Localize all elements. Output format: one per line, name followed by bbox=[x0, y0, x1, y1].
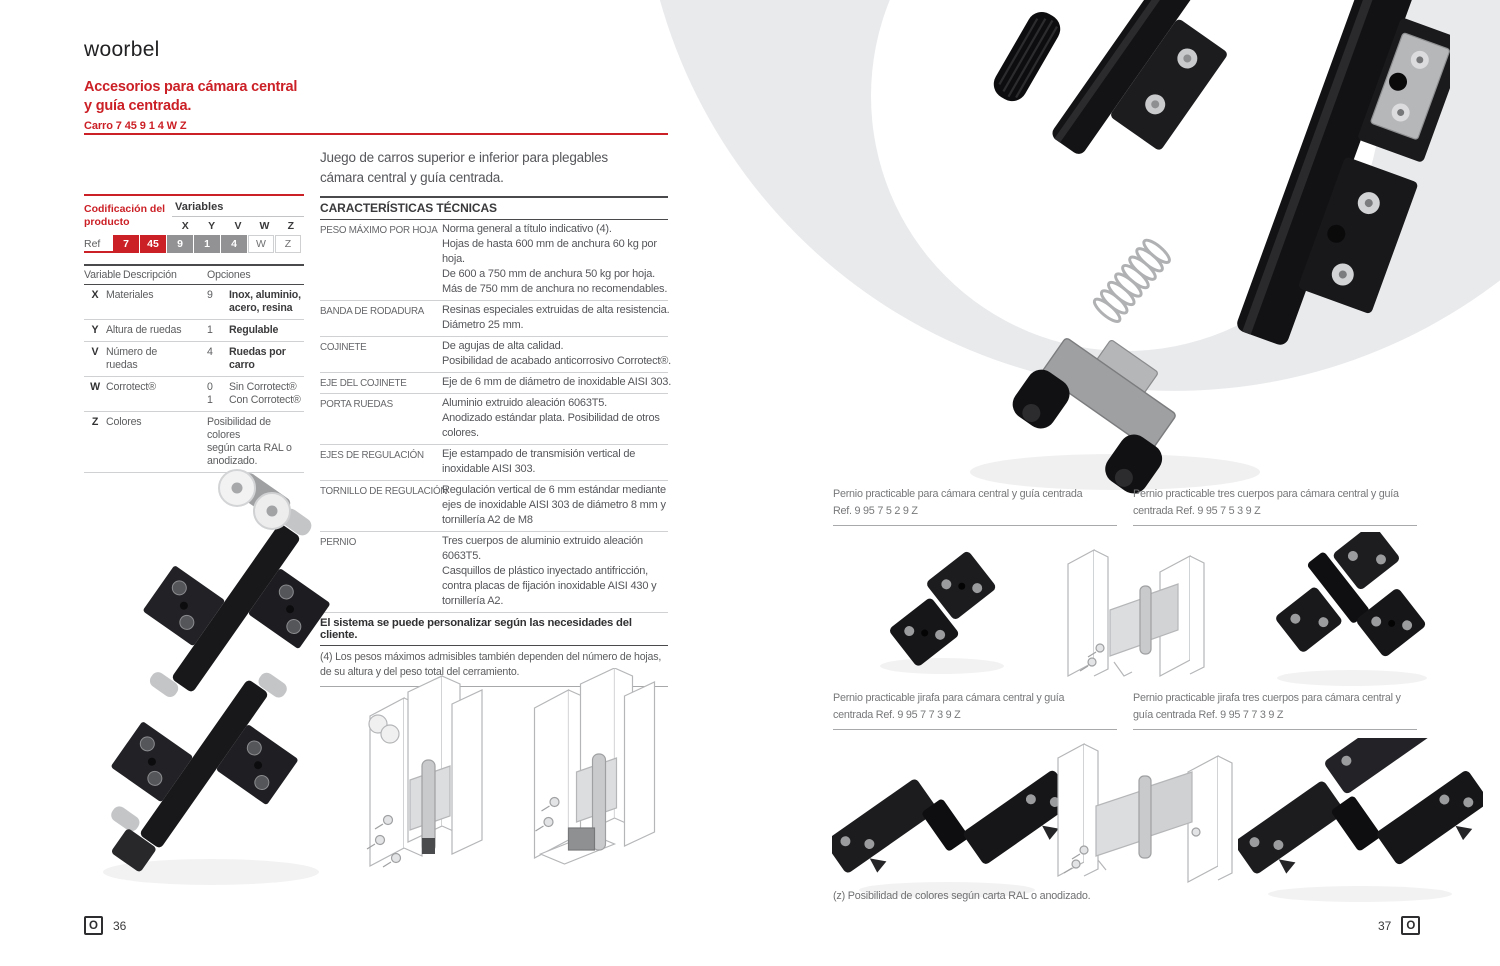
code-cell: 4 bbox=[221, 235, 247, 253]
technical-characteristics-table bbox=[320, 196, 672, 687]
hinge-jirafa-three-body-photo bbox=[1238, 738, 1483, 906]
page-number-left: 36 bbox=[113, 918, 127, 933]
caption-pernio-jirafa-tres-cuerpos: Pernio practicable jirafa tres cuerpos para cámara central y guía centrada Ref. 9 95 7 7 3 9 Z bbox=[1133, 690, 1417, 730]
page-number-right: 37 bbox=[1378, 918, 1392, 933]
hinge-jirafa-photo bbox=[832, 740, 1067, 902]
code-cell: 7 bbox=[113, 235, 139, 253]
variables-headers: X Y V W Z bbox=[181, 220, 295, 232]
code-cell: W bbox=[248, 235, 274, 253]
footnote: (4) Los pesos máximos admisibles también dependen del número de hojas, de su altura y del peso total del cerramiento. bbox=[320, 646, 668, 687]
caption-pernio-tres-cuerpos: Pernio practicable tres cuerpos para cámara central y guía centrada Ref. 9 95 7 5 3 9 Z bbox=[1133, 486, 1417, 526]
table-row: EJES DE REGULACIÓN Eje estampado de transmisión vertical de inoxidable AISI 303. bbox=[320, 445, 668, 481]
table-row: V Número de ruedas 4 Ruedas por carro bbox=[84, 342, 304, 377]
page-title-line2: y guía centrada. bbox=[84, 98, 192, 114]
code-cell: Z bbox=[275, 235, 301, 253]
code-table-title: Codificación del producto bbox=[84, 203, 166, 228]
table-row: BANDA DE RODADURA Resinas especiales extruidas de alta resistencia. Diámetro 25 mm. bbox=[320, 301, 668, 337]
variables-table bbox=[84, 264, 304, 473]
hinge-left-photo bbox=[1049, 0, 1280, 193]
product-code-table bbox=[84, 194, 304, 253]
table-row: Z Colores Posibilidad de colores según carta RAL o anodizado. bbox=[84, 412, 304, 473]
ref-label: Ref bbox=[84, 235, 113, 253]
spring bbox=[1091, 237, 1172, 325]
intro-text: Juego de carros superior e inferior para plegables cámara central y guía centrada. bbox=[320, 150, 608, 185]
o-logo: O bbox=[84, 916, 103, 935]
section-title: CARACTERÍSTICAS TÉCNICAS bbox=[320, 196, 668, 220]
table-row: X Materiales 9 Inox, aluminio, acero, resina bbox=[84, 285, 304, 320]
table-row: PESO MÁXIMO POR HOJA Norma general a título indicativo (4). Hojas de hasta 600 mm de anchura 60 kg por hoja. De 600 a 750 mm de anchura 50 kg por hoja. Más de 750 mm de anchura no recomendables. bbox=[320, 220, 668, 301]
code-cell: 1 bbox=[194, 235, 220, 253]
variables-table-header: Variable Descripción Opciones bbox=[84, 264, 304, 285]
rollers bbox=[219, 470, 293, 529]
table-row: PORTA RUEDAS Aluminio extruido aleación 6063T5. Anodizado estándar plata. Posibilidad de otros colores. bbox=[320, 394, 668, 445]
carriage-upper bbox=[110, 472, 344, 743]
hinge-right-photo bbox=[1235, 0, 1450, 371]
page-title bbox=[84, 78, 297, 116]
page-title-line1: Accesorios para cámara central bbox=[84, 79, 298, 95]
table-row: W Corrotect® 0 1 Sin Corrotect® Con Corrotect® bbox=[84, 377, 304, 412]
code-cell: 45 bbox=[140, 235, 166, 253]
table-row: EJE DEL COJINETE Eje de 6 mm de diámetro de inoxidable AISI 303. bbox=[320, 373, 668, 394]
hinge-two-body-photo bbox=[862, 538, 1022, 680]
footer-right bbox=[1378, 916, 1420, 935]
table-row: COJINETE De agujas de alta calidad. Posibilidad de acabado anticorrosivo Corrotect®. bbox=[320, 337, 668, 373]
brand-logo: woorbel bbox=[84, 38, 160, 61]
o-logo: O bbox=[1401, 916, 1420, 935]
caption-pernio-practicable: Pernio practicable para cámara central y guía centrada Ref. 9 95 7 5 2 9 Z bbox=[833, 486, 1117, 526]
assembly-drawing-2 bbox=[518, 668, 683, 896]
color-availability-note: (z) Posibilidad de colores según carta RAL o anodizado. bbox=[833, 890, 1091, 902]
code-cell: 9 bbox=[167, 235, 193, 253]
footer-left bbox=[84, 916, 126, 935]
code-cells-row bbox=[84, 235, 304, 253]
product-code-line: Carro 7 45 9 1 4 W Z bbox=[84, 120, 187, 132]
assembly-drawing-3 bbox=[1040, 534, 1230, 694]
variables-label: Variables bbox=[172, 200, 304, 217]
hinge-three-body-photo bbox=[1252, 532, 1457, 690]
knurled-knob bbox=[988, 6, 1065, 106]
hero-product-photo bbox=[850, 0, 1450, 500]
assembly-drawing-1 bbox=[352, 668, 512, 896]
table-row: Y Altura de ruedas 1 Regulable bbox=[84, 320, 304, 342]
carriage-product-photo bbox=[86, 458, 344, 894]
table-row: TORNILLO DE REGULACIÓN Regulación vertical de 6 mm estándar mediante ejes de inoxidable AISI 303 de diámetro 8 mm y tornillería A2 de M8 bbox=[320, 481, 668, 532]
caption-pernio-jirafa: Pernio practicable jirafa para cámara central y guía centrada Ref. 9 95 7 7 3 9 Z bbox=[833, 690, 1117, 730]
highlight-note: El sistema se puede personalizar según las necesidades del cliente. bbox=[320, 613, 668, 646]
red-divider bbox=[84, 133, 668, 135]
assembly-drawing-4 bbox=[1038, 728, 1243, 900]
table-row: PERNIO Tres cuerpos de aluminio extruido aleación 6063T5. Casquillos de plástico inyectado antifricción, contra placas de fijación inoxidable AISI 430 y tornillería A2. bbox=[320, 532, 668, 613]
